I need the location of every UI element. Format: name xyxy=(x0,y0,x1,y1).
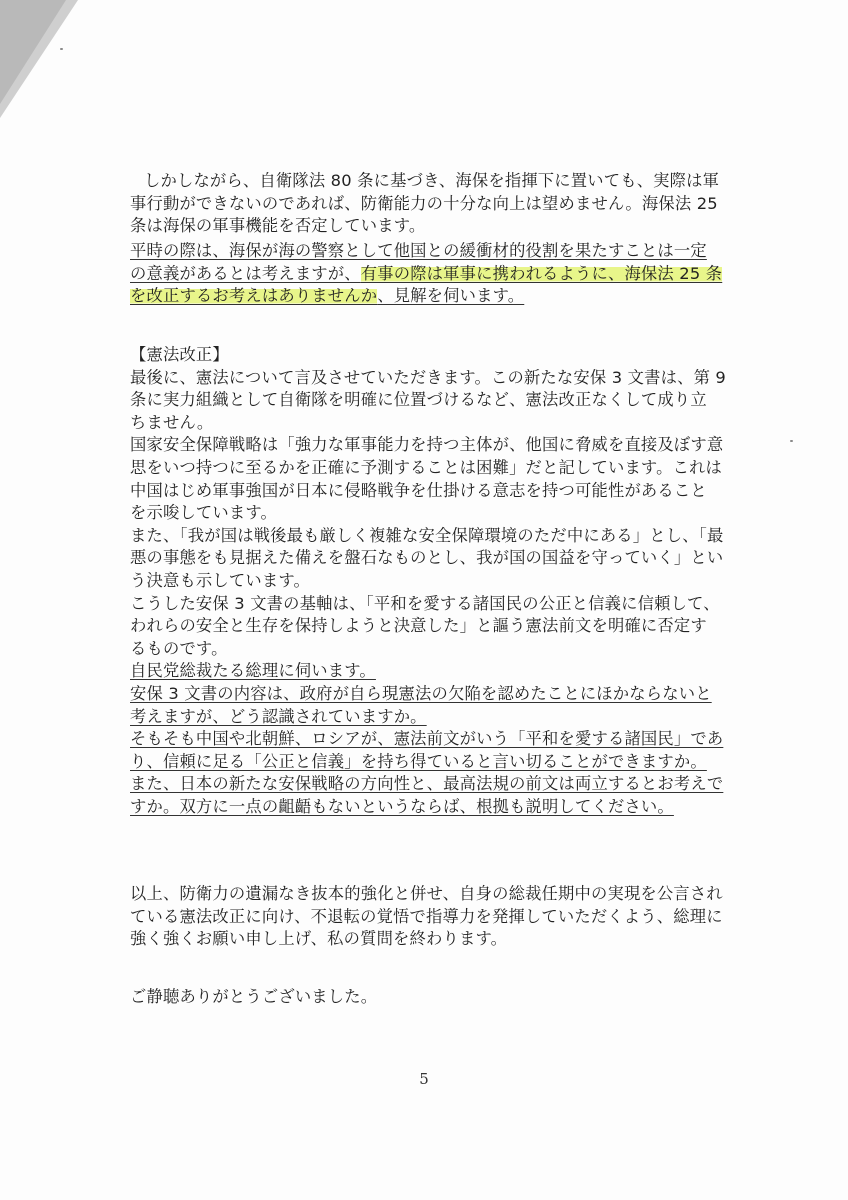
text-line: るものです。 xyxy=(130,638,228,658)
underlined-text: また、日本の新たな安保戦略の方向性と、最高法規の前文は両立するとお考えで xyxy=(130,774,724,794)
text-line: ている憲法改正に向け、不退転の覚悟で指導力を発揮していただくよう、総理に xyxy=(130,906,723,926)
question-line xyxy=(130,773,730,796)
underlined-text: そもそも中国や北朝鮮、ロシアが、憲法前文がいう「平和を愛する諸国民」であ xyxy=(130,729,724,749)
underlined-text: の意義があるとは考えますが、 xyxy=(130,263,361,283)
text-line: われらの安全と生存を保持しようと決意した」と謳う憲法前文を明確に否定す xyxy=(130,616,707,636)
text-line: 条に実力組織として自衛隊を明確に位置づけるなど、憲法改正なくして成り立 xyxy=(130,390,707,410)
text-line: 最後に、憲法について言及させていただきます。この新たな安保 3 文書は、第 9 xyxy=(130,367,726,387)
text-line: 事行動ができないのであれば、防衛能力の十分な向上は望めません。海保法 25 xyxy=(130,193,718,213)
paragraph-thanks xyxy=(130,986,730,1009)
question-line xyxy=(130,683,730,706)
scan-speck xyxy=(790,440,793,442)
text-line: 国家安全保障戦略は「強力な軍事能力を持つ主体が、他国に脅威を直接及ぼす意 xyxy=(130,435,724,455)
question-line xyxy=(130,796,730,819)
highlighted-text: 有事の際は軍事に携われるように、海保法 25 条 xyxy=(360,263,723,283)
question-line xyxy=(130,660,730,683)
text-line: 中国はじめ軍事強国が日本に侵略戦争を仕掛ける意志を持つ可能性があること xyxy=(130,480,707,500)
underlined-text: 考えますが、どう認識されていますか。 xyxy=(130,706,427,726)
text-line xyxy=(130,263,730,286)
text-line: こうした安保 3 文書の基軸は、「平和を愛する諸国民の公正と信義に信頼して、 xyxy=(130,593,720,613)
question-line xyxy=(130,706,730,729)
underlined-text: り、信頼に足る「公正と信義」を持ち得ていると言い切ることができますか。 xyxy=(130,751,707,771)
underlined-text: 平時の際は、海保が海の警察として他国との緩衝材的役割を果たすことは一定 xyxy=(130,241,707,260)
page-number: 5 xyxy=(419,1070,429,1088)
text-line: う決意も示しています。 xyxy=(130,570,310,590)
question-line xyxy=(130,728,730,751)
question-line xyxy=(130,751,730,774)
underlined-text: 、見解を伺います。 xyxy=(377,286,525,306)
text-line: 以上、防衛力の遺漏なき抜本的強化と併せ、自身の総裁任期中の実現を公言され xyxy=(130,884,723,903)
folded-corner-shadow xyxy=(0,0,66,104)
underlined-text: 安保 3 文書の内容は、政府が自ら現憲法の欠陥を認めたことにほかならないと xyxy=(130,683,712,703)
scan-speck xyxy=(60,48,63,50)
section-constitution-revision xyxy=(130,344,730,818)
text-line xyxy=(130,240,730,263)
paragraph-closing xyxy=(130,883,730,951)
underlined-text: すか。双方に一点の齟齬もないというならば、根拠も説明してください。 xyxy=(130,796,674,816)
text-line: しかしながら、自衛隊法 80 条に基づき、海保を指揮下に置いても、実際は軍 xyxy=(144,171,720,190)
underlined-text: 自民党総裁たる総理に伺います。 xyxy=(130,661,376,681)
section-heading: 【憲法改正】 xyxy=(130,345,229,364)
text-line: 強く強くお願い申し上げ、私の質問を終わります。 xyxy=(130,929,508,949)
text-line xyxy=(130,285,730,308)
text-line: ちません。 xyxy=(130,412,214,432)
text-line: ご静聴ありがとうございました。 xyxy=(130,987,378,1006)
text-line: また、「我が国は戦後最も厳しく複雑な安全保障環境のただ中にある」とし、「最 xyxy=(130,525,724,545)
text-line: 条は海保の軍事機能を否定しています。 xyxy=(130,216,426,236)
text-line: を示唆しています。 xyxy=(130,503,278,523)
text-line: 悪の事態をも見据えた備えを盤石なものとし、我が国の国益を守っていく」とい xyxy=(130,548,724,568)
paragraph-coast-guard-law xyxy=(130,170,730,238)
text-line: 思をいつ持つに至るかを正確に予測することは困難」だと記しています。これは xyxy=(130,457,723,477)
paragraph-coast-guard-question xyxy=(130,240,730,308)
highlighted-text: を改正するお考えはありませんか xyxy=(130,286,378,306)
